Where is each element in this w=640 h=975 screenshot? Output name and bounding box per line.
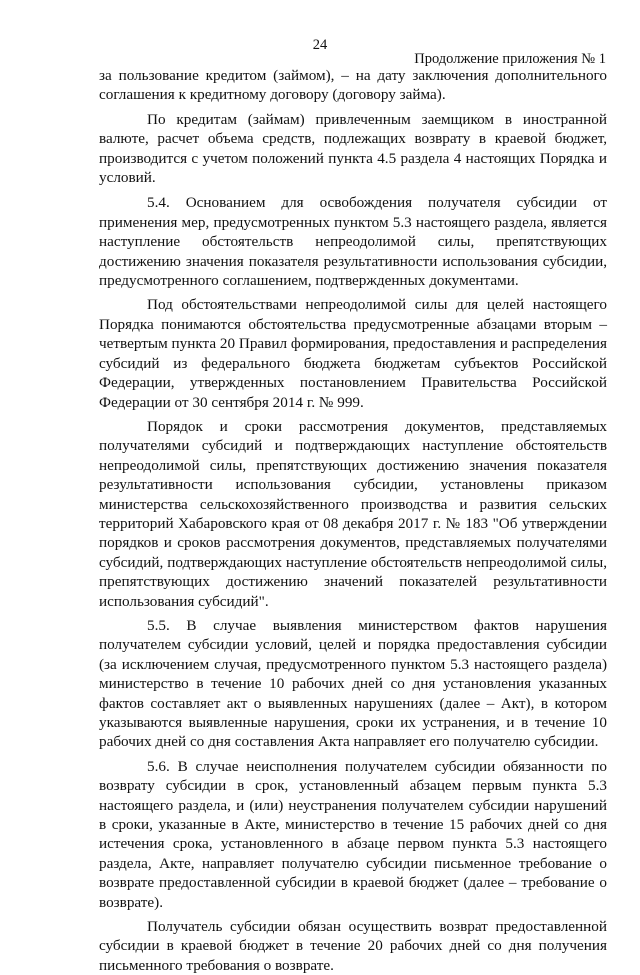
appendix-label: Продолжение приложения № 1 bbox=[414, 51, 606, 67]
document-body bbox=[99, 66, 607, 975]
paragraph-foreign-currency-loans: По кредитам (займам) привлеченным заемщиком в иностранной валюте, расчет объема средств, подлежащих возврату в краевой бюджет, производится с учетом положений пункта 4.5 раздела 4 настоящих Порядка и условий. bbox=[99, 110, 607, 187]
paragraph-5-6: 5.6. В случае неисполнения получателем субсидии обязанности по возврату субсидии в срок, установленный абзацем первым пункта 5.3 настоящего раздела, и (или) неустранения получателем субсидии нарушений в сроки, указанные в Акте, министерство в течение 15 рабочих дней со дня истечения срока, установленного в абзаце первом пункта 5.3 настоящего раздела, Акте, направляет получателю субсидии письменное требование о возврате предоставленной субсидии в краевой бюджет (далее – требование о возврате). bbox=[99, 757, 607, 911]
paragraph-5-4: 5.4. Основанием для освобождения получателя субсидии от применения мер, предусмотренных пунктом 5.3 настоящего раздела, является наступление обстоятельств непреодолимой силы, препятствующих достижению значения показателя результативности использования субсидии, предусмотренного соглашением, подтвержденных документами. bbox=[99, 194, 607, 290]
page-number: 24 bbox=[312, 37, 328, 53]
paragraph-continuation: за пользование кредитом (займом), – на дату заключения дополнительного соглашения к кредитному договору (договору займа). bbox=[99, 67, 607, 104]
paragraph-force-majeure-definition: Под обстоятельствами непреодолимой силы для целей настоящего Порядка понимаются обстоятельства предусмотренные абзацами вторым – четвертым пункта 20 Правил формирования, предоставления и распределения субсидий из федерального бюджета бюджетам субъектов Российской Федерации, утвержденных постановлением Правительства Российской Федерации от 30 сентября 2014 г. № 999. bbox=[99, 296, 607, 411]
paragraph-document-review-procedure: Порядок и сроки рассмотрения документов, представляемых получателями субсидий и подтверждающих наступление обстоятельств непреодолимой силы, препятствующих достижению значения показателя результативности использования субсидии, установлены приказом министерства сельскохозяйственного производства и развития сельских территорий Хабаровского края от 08 декабря 2017 г. № 183 "Об утверждении порядков и сроков рассмотрения документов, представляемых получателями субсидий, подтверждающих наступление обстоятельств непреодолимой силы, препятствующих достижению значений показателей результативности использования субсидий". bbox=[99, 417, 607, 610]
paragraph-refund-obligation: Получатель субсидии обязан осуществить возврат предоставленной субсидии в краевой бюджет в течение 20 рабочих дней со дня получения письменного требования о возврате. bbox=[99, 918, 607, 974]
paragraph-5-5: 5.5. В случае выявления министерством фактов нарушения получателем субсидии условий, целей и порядка предоставления субсидии (за исключением случая, предусмотренного пунктом 5.3 настоящего раздела) министерство в течение 10 рабочих дней со дня установления указанных фактов составляет акт о выявленных нарушениях (далее – Акт), в котором указываются выявленные нарушения, сроки их устранения, и в течение 10 рабочих дней со дня составления Акта направляет его получателю субсидии. bbox=[99, 616, 607, 751]
